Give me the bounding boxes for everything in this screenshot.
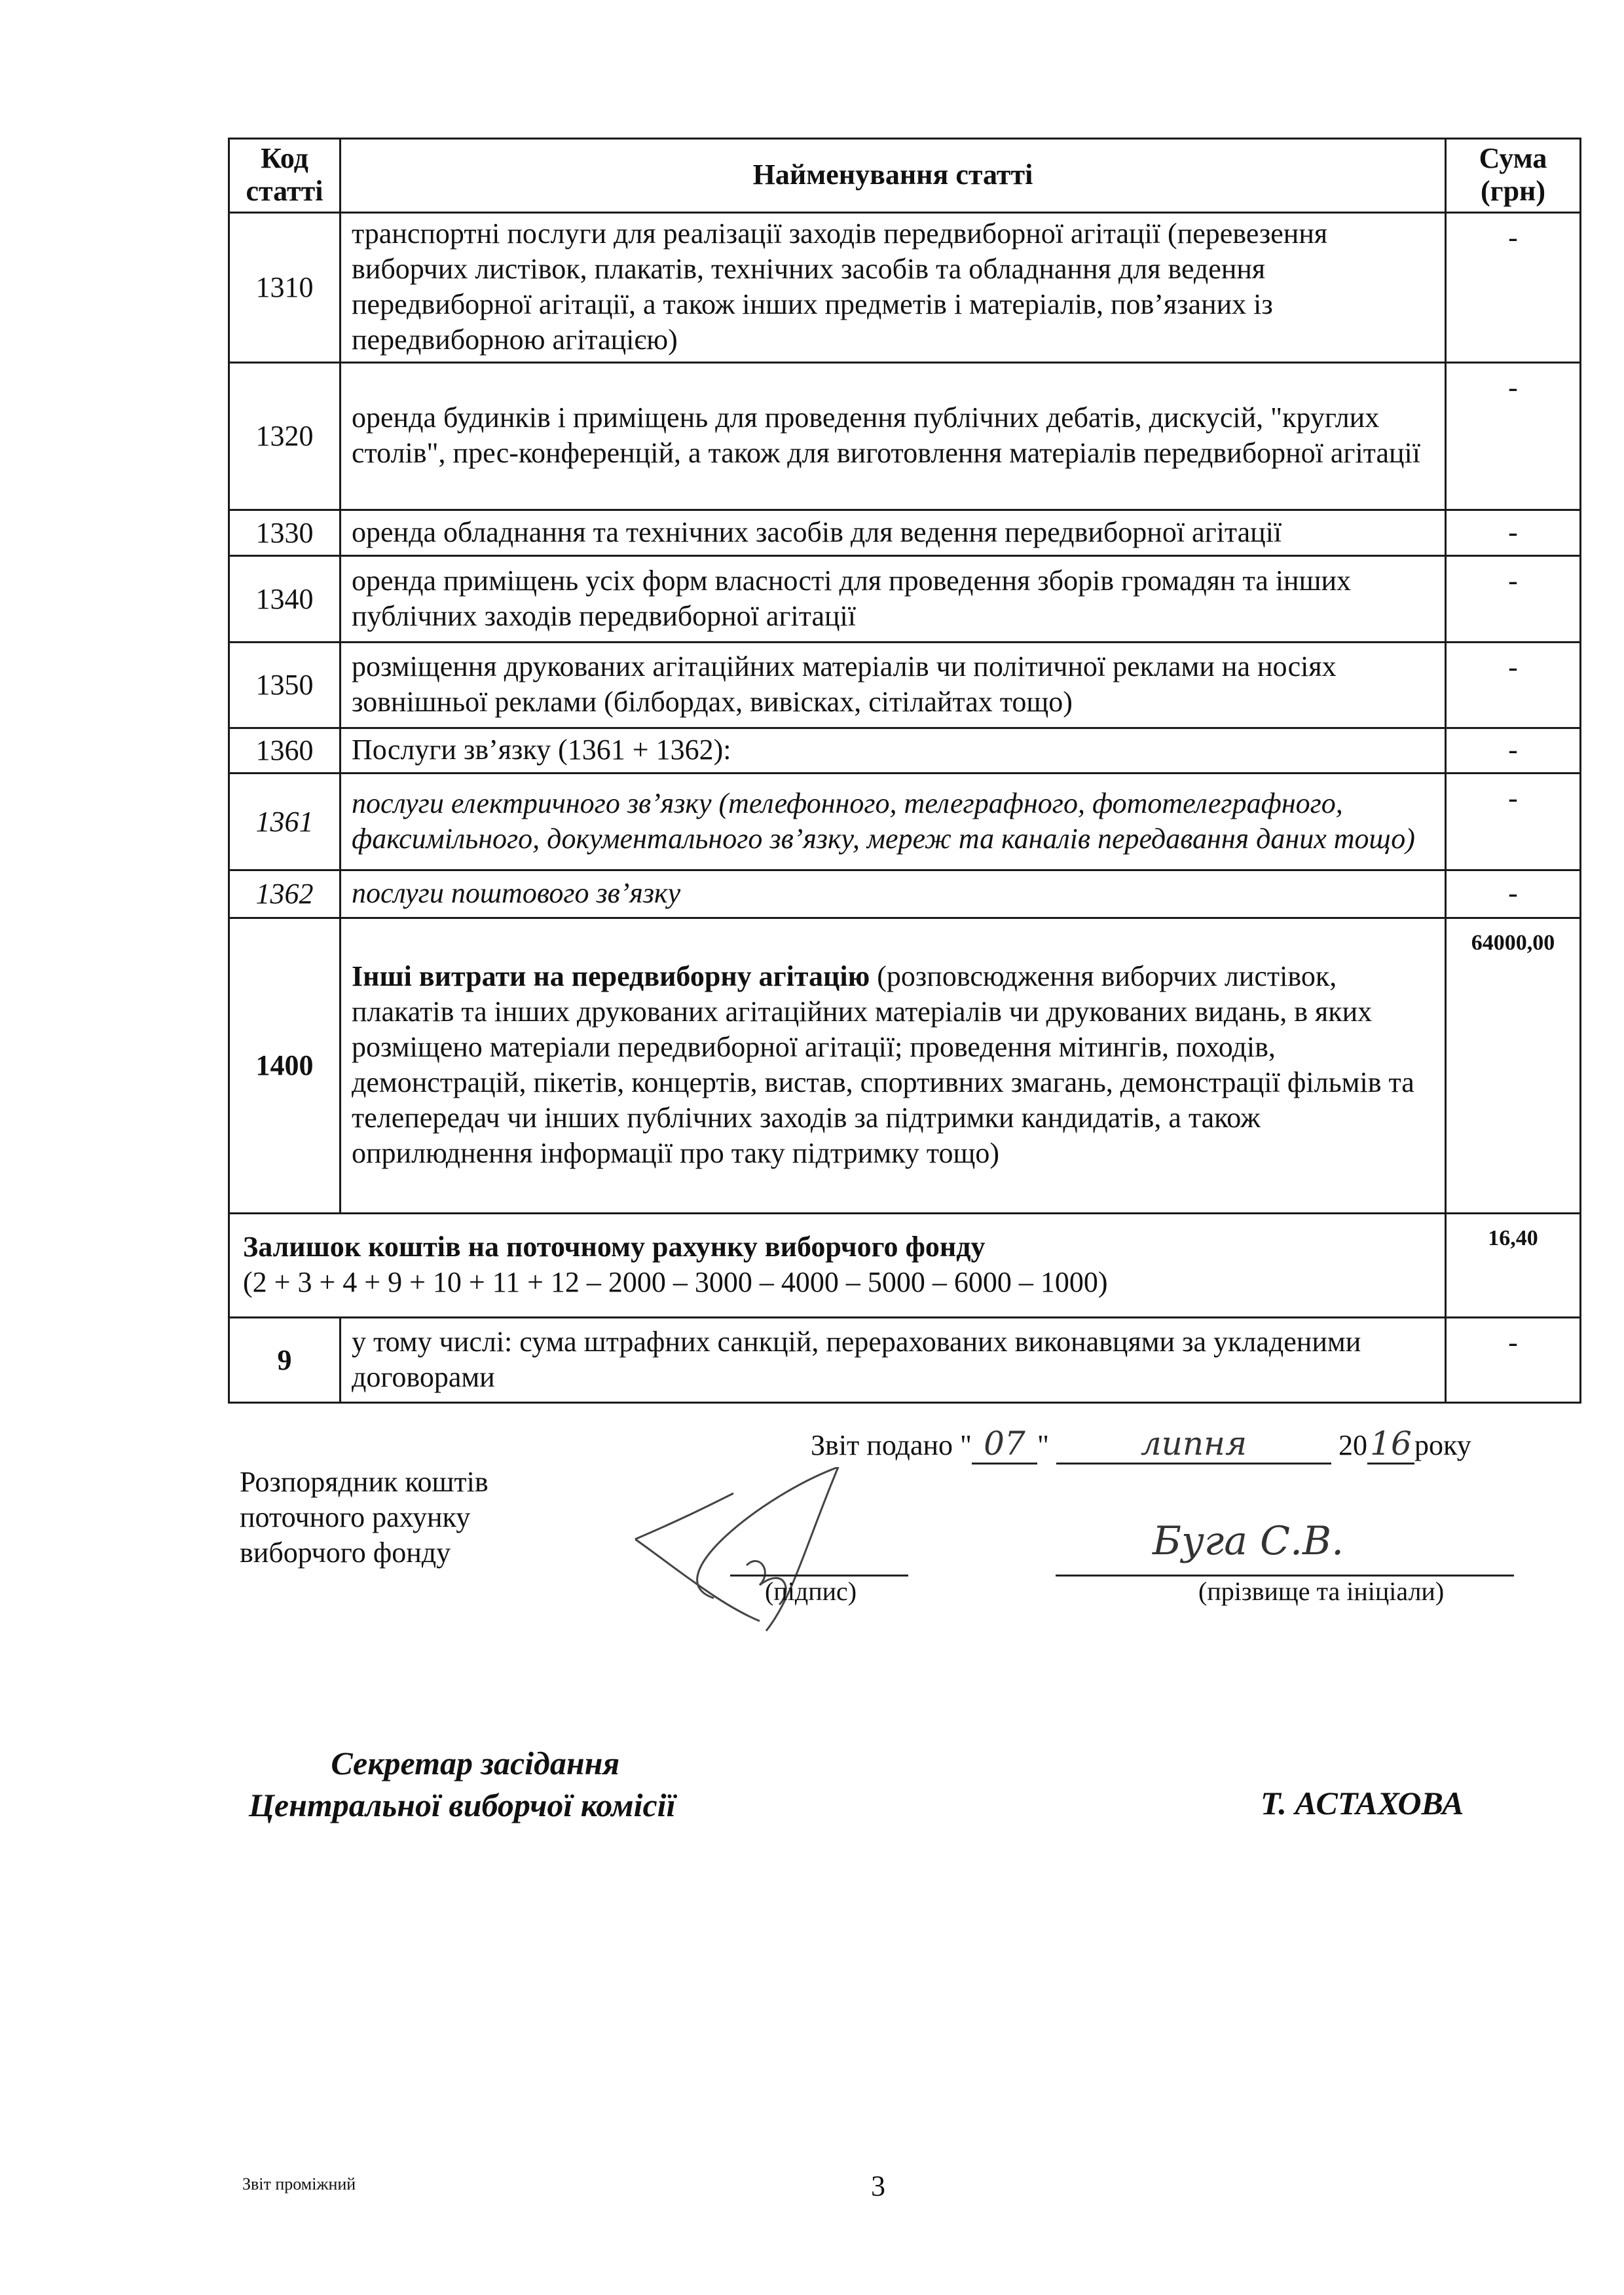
balance-label [229, 1214, 1446, 1318]
handwritten-signature-icon [629, 1467, 969, 1637]
row-name: Послуги зв’язку (1361 + 1362): [341, 728, 1446, 774]
submission-date [811, 1425, 1471, 1465]
balance-title: Залишок коштів на поточному рахунку виборчого фонду [243, 1231, 986, 1263]
table-row [229, 510, 1581, 556]
row-sum: - [1446, 213, 1581, 363]
penalty-code: 9 [229, 1318, 341, 1403]
row-code: 1340 [229, 556, 341, 643]
signature-caption: (підпис) [765, 1577, 857, 1606]
role-line: виборчого фонду [240, 1537, 451, 1569]
row-sum: - [1446, 363, 1581, 510]
secretary-line: Секретар засідання [331, 1745, 620, 1782]
row-code: 1350 [229, 643, 341, 728]
signatory-role [240, 1465, 489, 1571]
table-row [229, 363, 1581, 510]
name-caption: (прізвище та ініціали) [1198, 1577, 1445, 1606]
row-name: послуги поштового зв’язку [341, 870, 1446, 918]
table-header-row [229, 139, 1581, 213]
secretary-name: Т. АСТАХОВА [1261, 1785, 1464, 1821]
submission-prefix: Звіт подано " [811, 1429, 972, 1461]
row-code: 1360 [229, 728, 341, 774]
row-code: 1330 [229, 510, 341, 556]
balance-row [229, 1214, 1581, 1318]
penalty-sum: - [1446, 1318, 1581, 1403]
row-sum: - [1446, 643, 1581, 728]
row-name: транспортні послуги для реалізації заходів передвиборної агітації (перевезення виборчих листівок, плакатів, технічних засобів та обладнання для ведення передвиборної агітації, а також інших предметів і матеріалів, пов’язаних із передвиборною агітацією) [341, 213, 1446, 363]
table-row [229, 556, 1581, 643]
table-row [229, 213, 1581, 363]
header-name: Найменування статті [341, 139, 1446, 213]
submission-year-prefix: 20 [1338, 1429, 1367, 1461]
submission-month: липня [1056, 1425, 1331, 1465]
expenses-table [228, 138, 1581, 1404]
table-row [229, 774, 1581, 870]
row-code: 1320 [229, 363, 341, 510]
report-type: Звіт проміжний [242, 2174, 356, 2193]
balance-formula: (2 + 3 + 4 + 9 + 10 + 11 + 12 – 2000 – 3000 – 4000 – 5000 – 6000 – 1000) [243, 1266, 1108, 1298]
row-code: 1362 [229, 870, 341, 918]
row-code: 1361 [229, 774, 341, 870]
row-sum: - [1446, 774, 1581, 870]
row-sum: - [1446, 556, 1581, 643]
row-name: оренда будинків і приміщень для проведення публічних дебатів, дискусій, "круглих столів", прес-конференцій, а також для виготовлення матеріалів передвиборної агітації [341, 363, 1446, 510]
row-name [341, 918, 1446, 1214]
page-number: 3 [871, 2170, 885, 2202]
table-row [229, 643, 1581, 728]
role-line: Розпорядник коштів [240, 1466, 489, 1498]
row-name: оренда приміщень усіх форм власності для проведення зборів громадян та інших публічних заходів передвиборної агітації [341, 556, 1446, 643]
penalty-row [229, 1318, 1581, 1403]
submission-quote: " [1037, 1429, 1049, 1461]
submission-day: 07 [972, 1425, 1037, 1465]
header-sum: Сума (грн) [1446, 139, 1581, 213]
row-name: оренда обладнання та технічних засобів для ведення передвиборної агітації [341, 510, 1446, 556]
table-row [229, 870, 1581, 918]
header-code: Код статті [229, 139, 341, 213]
row-name-rest: (розповсюдження виборчих листівок, плакатів та інших друкованих агітаційних матеріалів чи друкованих видань, в яких розміщено матеріали передвиборної агітації; проведення мітингів, походів, демонстрацій, пікетів, концертів, вистав, спортивних змагань, демонстрації фільмів та телепередач чи інших публічних заходів за підтримки кандидатів, а також оприлюднення інформації про таку підтримку тощо) [352, 960, 1414, 1169]
row-sum: 64000,00 [1446, 918, 1581, 1214]
submission-year-suffix: 16 [1367, 1425, 1414, 1465]
balance-sum: 16,40 [1446, 1214, 1581, 1318]
role-line: поточного рахунку [240, 1501, 471, 1533]
secretary-line: Центральної виборчої комісії [249, 1787, 676, 1823]
secretary-title [249, 1742, 675, 1826]
row-sum: - [1446, 728, 1581, 774]
row-name: розміщення друкованих агітаційних матеріалів чи політичної реклами на носіях зовнішньої реклами (білбордах, вивісках, сітілайтах тощо) [341, 643, 1446, 728]
row-code: 1310 [229, 213, 341, 363]
row-code: 1400 [229, 918, 341, 1214]
row-sum: - [1446, 870, 1581, 918]
submission-suffix: року [1414, 1429, 1471, 1461]
handwritten-name: Буга С.В. [1153, 1518, 1344, 1564]
penalty-name: у тому числі: сума штрафних санкцій, перерахованих виконавцями за укладеними договорами [341, 1318, 1446, 1403]
row-sum: - [1446, 510, 1581, 556]
row-name-bold: Інші витрати на передвиборну агітацію [352, 960, 870, 992]
table-row [229, 918, 1581, 1214]
row-name: послуги електричного зв’язку (телефонного, телеграфного, фототелеграфного, факсимільного, документального зв’язку, мереж та каналів передавання даних тощо) [341, 774, 1446, 870]
table-row [229, 728, 1581, 774]
